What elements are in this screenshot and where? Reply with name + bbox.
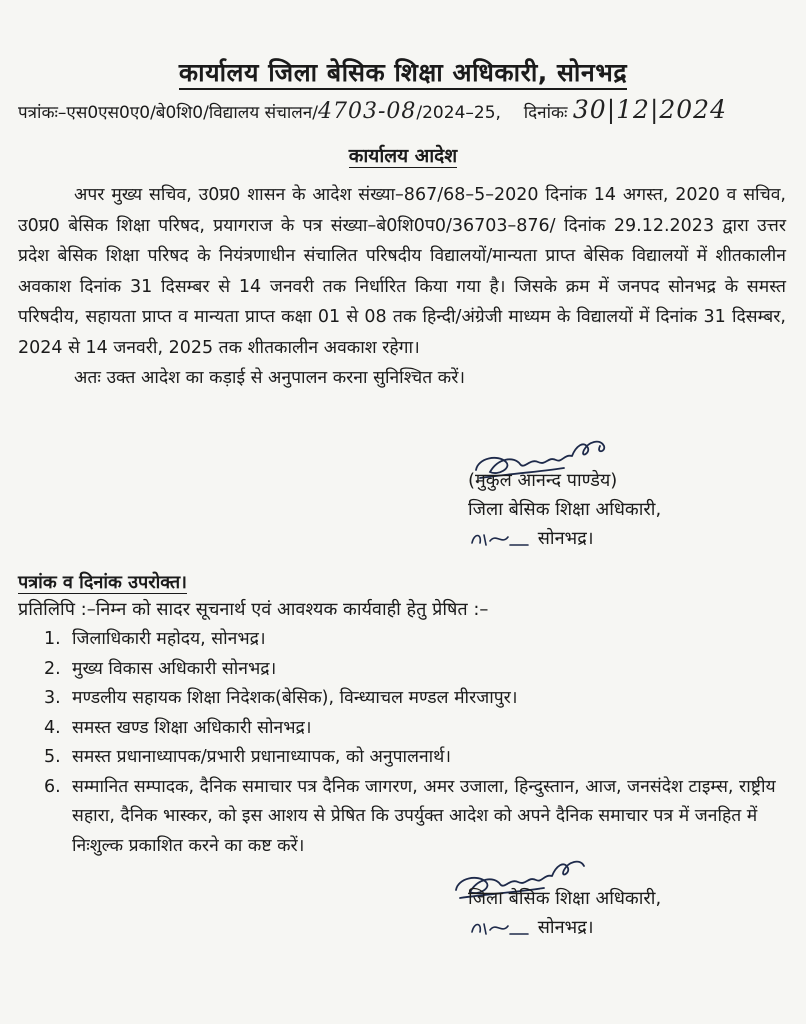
order-paragraph: अपर मुख्य सचिव, उ0प्र0 शासन के आदेश संख्या–867/68–5–2020 दिनांक 14 अगस्त, 2020 व सचिव, उ0प्र0 बेसिक शिक्षा परिषद, प्रयागराज के पत्र संख्या–बे0शि0प0/36703–876/ दिनांक 29.12.2023 द्वारा उत्तर प्रदेश बेसिक शिक्षा परिषद के नियंत्रणाधीन संचालित परिषदीय विद्यालयों/मान्यता प्राप्त बेसिक विद्यालयों में शीतकालीन अवकाश दिनांक 31 दिसम्बर से 14 जनवरी तक निर्धारित किया गया है। जिसके क्रम में जनपद सोनभद्र के समस्त परिषदीय, सहायता प्राप्त व मान्यता प्राप्त कक्षा 01 से 08 तक हिन्दी/अंग्रेजी माध्यम के विद्यालयों में दिनांक 31 दिसम्बर, 2024 से 14 जनवरी, 2025 तक शीतकालीन अवकाश रहेगा।	[18, 185, 786, 358]
officer-place-row: सोनभद्र।	[468, 913, 661, 942]
copy-intro: प्रतिलिपि :–निम्न को सादर सूचनार्थ एवं आवश्यक कार्यवाही हेतु प्रेषित :–	[18, 599, 489, 620]
list-item: 5. समस्त प्रधानाध्यापक/प्रभारी प्रधानाध्यापक, को अनुपालनार्थ।	[44, 747, 452, 767]
list-item: 2. मुख्य विकास अधिकारी सोनभद्र।	[44, 658, 277, 679]
copy-heading: पत्रांक व दिनांक उपरोक्त।	[18, 572, 187, 593]
office-title: कार्यालय जिला बेसिक शिक्षा अधिकारी, सोनभद्र	[0, 55, 806, 89]
list-item: 1. जिलाधिकारी महोदय, सोनभद्र।	[44, 629, 266, 649]
order-paragraph: अतः उक्त आदेश का कड़ाई से अनुपालन करना सुनिश्चित करें।	[74, 368, 466, 388]
signature-block-1	[468, 466, 661, 553]
order-body	[18, 180, 786, 394]
initials-scribble-icon	[468, 918, 532, 938]
officer-place-row: सोनभद्र।	[468, 524, 661, 553]
signature-block-2	[468, 884, 661, 942]
distribution-list	[44, 625, 784, 861]
initials-scribble-icon	[468, 529, 532, 549]
officer-designation: जिला बेसिक शिक्षा अधिकारी,	[468, 888, 662, 909]
officer-name: (मुकुल आनन्द पाण्डेय)	[468, 470, 618, 491]
date-label: दिनांकः	[523, 103, 568, 123]
list-item: 4. समस्त खण्ड शिक्षा अधिकारी सोनभद्र।	[44, 717, 312, 738]
ref-number-handwritten: 4703-08	[317, 99, 417, 124]
ref-suffix: /2024–25,	[416, 103, 501, 123]
order-heading: कार्यालय आदेश	[348, 145, 458, 167]
ref-prefix: पत्रांकः–एस0एस0ए0/बे0शि0/विद्यालय संचालन/	[18, 103, 318, 123]
list-item: 6. सम्मानित सम्पादक, दैनिक समाचार पत्र दैनिक जागरण, अमर उजाला, हिन्दुस्तान, आज, जनसंदेश टाइम्स, राष्ट्रीय सहारा, दैनिक भास्कर, को इस आशय से प्रेषित कि उपर्युक्त आदेश को अपने दैनिक समाचार पत्र में जनहित में निःशुल्क प्रकाशित करने का कष्ट करें।	[44, 776, 776, 856]
list-item: 3. मण्डलीय सहायक शिक्षा निदेशक(बेसिक), विन्ध्याचल मण्डल मीरजापुर।	[44, 688, 518, 708]
reference-line	[18, 95, 798, 124]
officer-designation: जिला बेसिक शिक्षा अधिकारी,	[468, 499, 662, 520]
date-handwritten: 30|12|2024	[572, 95, 727, 124]
